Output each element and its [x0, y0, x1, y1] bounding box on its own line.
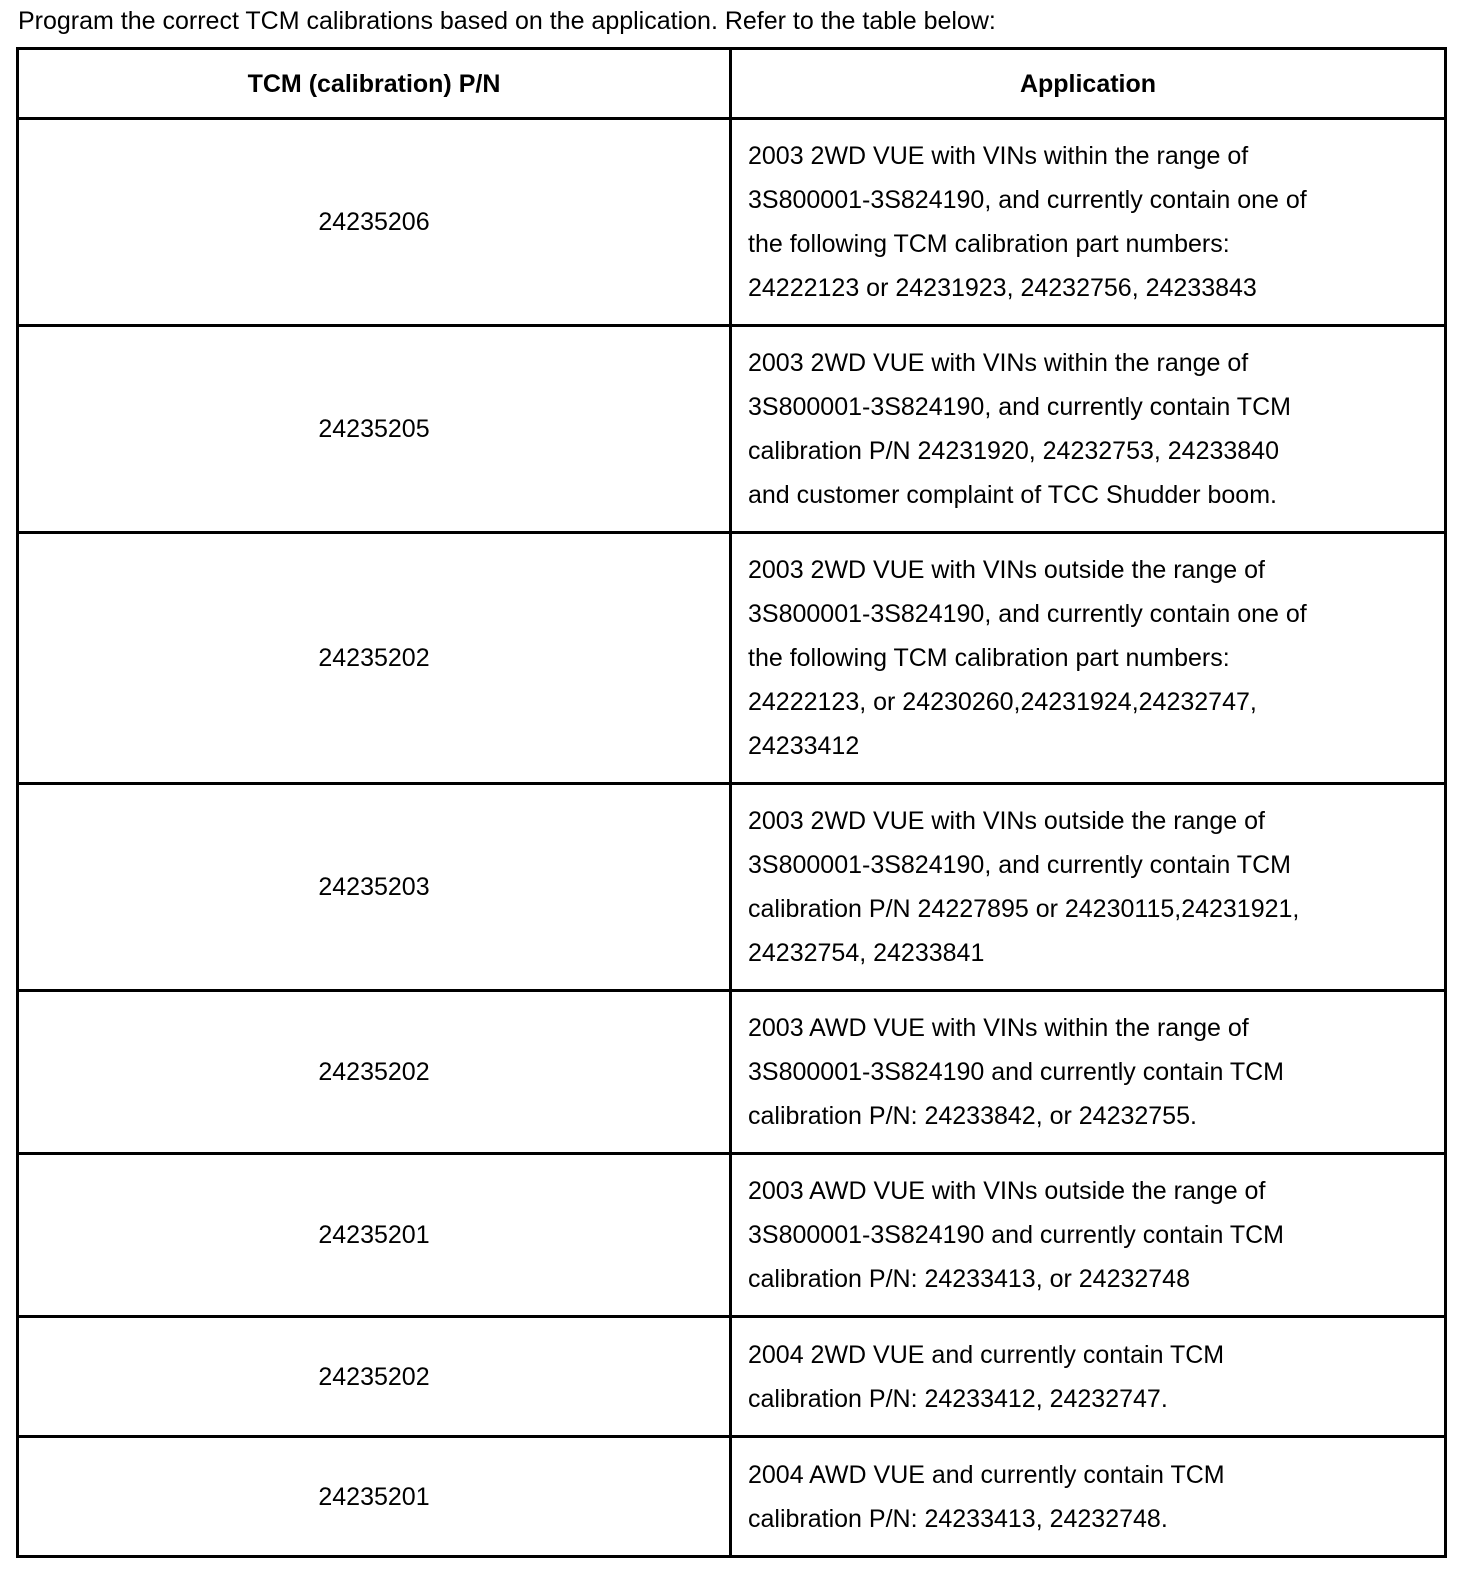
table-row: [18, 326, 1446, 533]
pn-cell: 24235201: [18, 1154, 731, 1317]
application-line: 2004 2WD VUE and currently contain TCM: [748, 1340, 1225, 1369]
application-line: calibration P/N: 24233412, 24232747.: [748, 1384, 1168, 1413]
application-cell: [731, 533, 1446, 784]
application-cell: [731, 119, 1446, 326]
pn-cell: 24235201: [18, 1437, 731, 1557]
application-cell: [731, 1437, 1446, 1557]
table-row: [18, 991, 1446, 1154]
application-cell: [731, 991, 1446, 1154]
application-line: 3S800001-3S824190, and currently contain TCM: [748, 851, 1291, 879]
table-row: [18, 119, 1446, 326]
application-line: 2003 2WD VUE with VINs outside the range of: [748, 807, 1265, 835]
application-line: 3S800001-3S824190 and currently contain TCM: [748, 1221, 1284, 1249]
tcm-calibration-table: [16, 47, 1447, 1558]
application-line: 3S800001-3S824190, and currently contain one of: [748, 600, 1307, 628]
table-row: [18, 533, 1446, 784]
application-line: 24222123, or 24230260,24231924,24232747,: [748, 688, 1257, 716]
application-line: 3S800001-3S824190, and currently contain one of: [748, 186, 1307, 214]
intro-text: Program the correct TCM calibrations based on the application. Refer to the table below:: [18, 7, 996, 35]
application-cell: [731, 1154, 1446, 1317]
table-row: [18, 1437, 1446, 1557]
table-row: [18, 1154, 1446, 1317]
application-line: calibration P/N: 24233413, 24232748.: [748, 1504, 1168, 1533]
application-line: the following TCM calibration part numbers:: [748, 230, 1230, 258]
application-line: the following TCM calibration part numbers:: [748, 644, 1230, 672]
application-line: 2004 AWD VUE and currently contain TCM: [748, 1460, 1225, 1489]
table-header-row: [18, 49, 1446, 119]
application-line: and customer complaint of TCC Shudder boom.: [748, 481, 1277, 509]
application-cell: [731, 1317, 1446, 1437]
pn-cell: 24235202: [18, 1317, 731, 1437]
application-line: 24222123 or 24231923, 24232756, 24233843: [748, 274, 1257, 302]
pn-cell: 24235206: [18, 119, 731, 326]
application-line: 24232754, 24233841: [748, 939, 985, 967]
application-cell: [731, 784, 1446, 991]
pn-cell: 24235202: [18, 533, 731, 784]
pn-cell: 24235203: [18, 784, 731, 991]
application-line: calibration P/N 24231920, 24232753, 24233840: [748, 437, 1279, 465]
application-line: calibration P/N: 24233413, or 24232748: [748, 1265, 1190, 1293]
application-line: 3S800001-3S824190 and currently contain TCM: [748, 1058, 1284, 1086]
table-row: [18, 784, 1446, 991]
application-line: 3S800001-3S824190, and currently contain TCM: [748, 393, 1291, 421]
application-line: 2003 2WD VUE with VINs outside the range of: [748, 556, 1265, 584]
application-line: 24233412: [748, 732, 860, 760]
header-application: Application: [731, 49, 1446, 119]
application-line: calibration P/N 24227895 or 24230115,24231921,: [748, 895, 1300, 923]
application-line: 2003 AWD VUE with VINs outside the range of: [748, 1177, 1266, 1205]
application-line: 2003 AWD VUE with VINs within the range of: [748, 1014, 1249, 1042]
pn-cell: 24235205: [18, 326, 731, 533]
application-line: 2003 2WD VUE with VINs within the range of: [748, 349, 1249, 377]
table-row: [18, 1317, 1446, 1437]
header-pn: TCM (calibration) P/N: [18, 49, 731, 119]
application-line: 2003 2WD VUE with VINs within the range of: [748, 142, 1249, 170]
pn-cell: 24235202: [18, 991, 731, 1154]
application-line: calibration P/N: 24233842, or 24232755.: [748, 1102, 1197, 1130]
application-cell: [731, 326, 1446, 533]
